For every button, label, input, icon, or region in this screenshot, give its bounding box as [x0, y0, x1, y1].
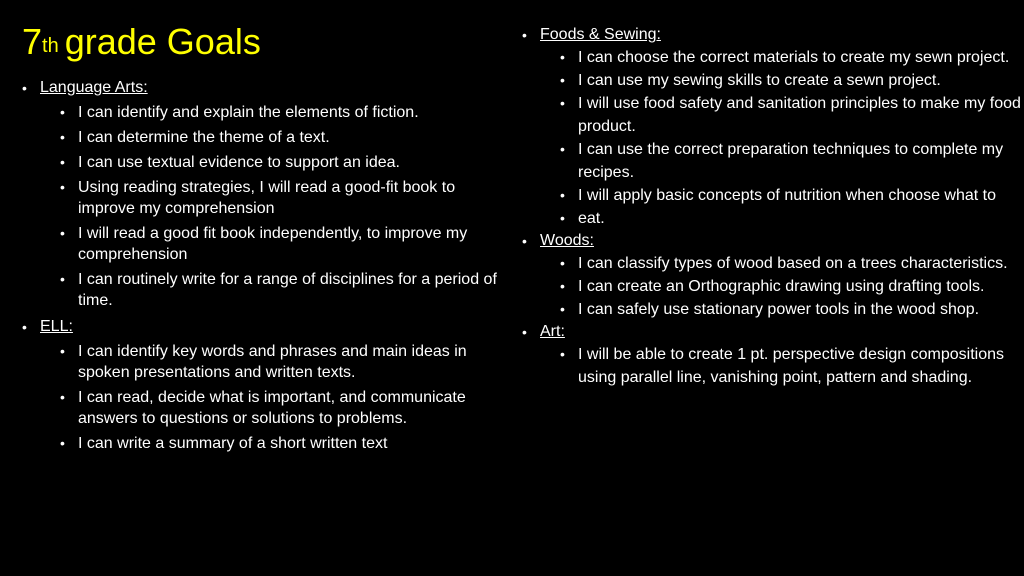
list-item-text: I will use food safety and sanitation principles to make my food product.: [578, 95, 1021, 135]
list-item-text: I can use the correct preparation techniques to complete my recipes.: [578, 141, 1004, 181]
list-item: [60, 177, 512, 219]
section-heading-label: Art:: [540, 323, 565, 340]
title-text: grade Goals: [64, 21, 261, 62]
right-column: [522, 24, 1022, 389]
section-heading-label: Foods & Sewing:: [540, 26, 661, 43]
goal-list: [22, 341, 512, 454]
bullet-icon: •: [560, 255, 565, 271]
bullet-icon: •: [522, 27, 527, 43]
list-item-text: I can safely use stationary power tools in the wood shop.: [578, 301, 980, 318]
bullet-icon: •: [560, 346, 565, 362]
bullet-icon: •: [60, 179, 65, 195]
list-item-text: I can identify key words and phrases and main ideas in spoken presentations and written texts.: [78, 343, 467, 381]
list-item: [560, 252, 1022, 275]
section-heading-label: Woods:: [540, 232, 594, 249]
bullet-icon: •: [60, 104, 65, 120]
list-item: [60, 152, 512, 173]
goal-list: [522, 252, 1022, 321]
list-item-text: I can routinely write for a range of disciplines for a period of time.: [78, 271, 497, 309]
title-number: 7: [22, 21, 43, 62]
page-title: [22, 18, 261, 66]
bullet-icon: •: [560, 210, 565, 226]
section-foods-sewing: [522, 24, 1022, 230]
list-item: [560, 275, 1022, 298]
list-item-text: I can use my sewing skills to create a sewn project.: [578, 72, 941, 89]
list-item-text: I can classify types of wood based on a trees characteristics.: [578, 255, 1008, 272]
bullet-icon: •: [60, 435, 65, 451]
list-item: [60, 433, 512, 454]
list-item: [60, 223, 512, 265]
list-item: [560, 184, 1022, 207]
section-heading: [522, 321, 1022, 343]
bullet-icon: •: [560, 49, 565, 65]
list-item-text: I will be able to create 1 pt. perspective design compositions using parallel line, vanishing point, pattern and shading.: [578, 346, 1005, 386]
section-ell: [22, 317, 512, 454]
list-item: [560, 69, 1022, 92]
list-item: [560, 343, 1022, 389]
list-item-text: I will read a good fit book independently, to improve my comprehension: [78, 225, 468, 263]
bullet-icon: •: [60, 389, 65, 405]
bullet-icon: •: [560, 301, 565, 317]
list-item-text: I can write a summary of a short written text: [78, 435, 388, 452]
bullet-icon: •: [560, 187, 565, 203]
section-heading: [22, 317, 512, 337]
list-item: [560, 46, 1022, 69]
bullet-icon: •: [560, 72, 565, 88]
section-woods: [522, 230, 1022, 321]
list-item: [60, 341, 512, 383]
section-heading: [522, 230, 1022, 252]
bullet-icon: •: [60, 129, 65, 145]
list-item: [60, 127, 512, 148]
list-item-text: I will apply basic concepts of nutrition when choose what to: [578, 187, 997, 204]
list-item: [560, 92, 1022, 138]
list-item: [560, 207, 1022, 230]
list-item-text: Using reading strategies, I will read a good-fit book to improve my comprehension: [78, 179, 456, 217]
list-item-text: I can read, decide what is important, and communicate answers to questions or solutions to problems.: [78, 389, 466, 427]
section-art: [522, 321, 1022, 389]
goal-list: [522, 46, 1022, 230]
list-item: [60, 102, 512, 123]
title-superscript: th: [42, 35, 59, 57]
list-item-text: I can identify and explain the elements of fiction.: [78, 104, 419, 121]
bullet-icon: •: [560, 141, 565, 157]
goal-list: [522, 343, 1022, 389]
bullet-icon: •: [22, 80, 27, 96]
bullet-icon: •: [522, 233, 527, 249]
bullet-icon: •: [60, 225, 65, 241]
bullet-icon: •: [522, 324, 527, 340]
bullet-icon: •: [60, 154, 65, 170]
left-column: [22, 78, 512, 460]
bullet-icon: •: [22, 319, 27, 335]
section-language-arts: [22, 78, 512, 311]
list-item-text: I can use textual evidence to support an idea.: [78, 154, 400, 171]
list-item: [60, 269, 512, 311]
section-heading: [22, 78, 512, 98]
list-item: [60, 387, 512, 429]
bullet-icon: •: [60, 343, 65, 359]
section-heading-label: ELL:: [40, 318, 73, 335]
bullet-icon: •: [560, 95, 565, 111]
list-item: [560, 298, 1022, 321]
list-item-text: I can create an Orthographic drawing using drafting tools.: [578, 278, 985, 295]
bullet-icon: •: [560, 278, 565, 294]
list-item-text: I can choose the correct materials to create my sewn project.: [578, 49, 1010, 66]
list-item-text: I can determine the theme of a text.: [78, 129, 330, 146]
section-heading: [522, 24, 1022, 46]
section-heading-label: Language Arts:: [40, 79, 148, 96]
bullet-icon: •: [60, 271, 65, 287]
list-item: [560, 138, 1022, 184]
goal-list: [22, 102, 512, 311]
list-item-text: eat.: [578, 210, 605, 227]
